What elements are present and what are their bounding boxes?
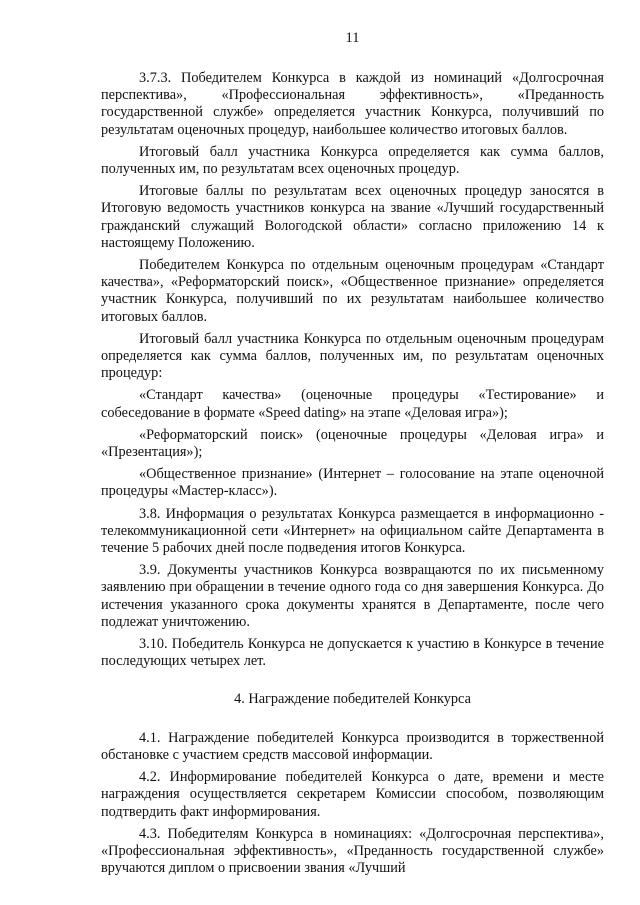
paragraph-procedure-score: Итоговый балл участника Конкурса по отдельным оценочным процедурам определяется как сумма баллов, полученных им, по результатам оценочных процедур:	[101, 330, 604, 382]
paragraph-4-3: 4.3. Победителям Конкурса в номинациях: «Долгосрочная перспектива», «Профессиональная эффективность», «Преданность государственной службе» вручаются диплом о присвоении звания «Лучший	[101, 825, 604, 877]
paragraph-final-scores: Итоговые баллы по результатам всех оценочных процедур заносятся в Итоговую ведомость участников конкурса на звание «Лучший государственный гражданский служащий Вологодской области» согласно приложению 14 к настоящему Положению.	[101, 183, 604, 251]
paragraph-3-8: 3.8. Информация о результатах Конкурса размещается в информационно - телекоммуникационной сети «Интернет» на официальном сайте Департамента в течение 5 рабочих дней после подведения итогов Конкурса.	[101, 505, 604, 557]
paragraph-3-10: 3.10. Победитель Конкурса не допускается к участию в Конкурсе в течение последующих четырех лет.	[101, 636, 604, 670]
list-item-public-recognition: «Общественное признание» (Интернет – голосование на этапе оценочной процедуры «Мастер-класс»).	[101, 466, 604, 500]
paragraph-4-2: 4.2. Информирование победителей Конкурса о дате, времени и месте награждения осуществляется секретарем Комиссии способом, позволяющим подтвердить факт информирования.	[101, 769, 604, 820]
page-number: 11	[345, 30, 360, 46]
section-title: 4. Награждение победителей Конкурса	[234, 690, 471, 707]
paragraph-total-score: Итоговый балл участника Конкурса определяется как сумма баллов, полученных им, по результатам всех оценочных процедур.	[101, 143, 604, 178]
list-item-quality-standard: «Стандарт качества» (оценочные процедуры «Тестирование» и собеседование в формате «Speed dating» на этапе «Деловая игра»);	[101, 387, 604, 421]
paragraph-winner-procedures: Победителем Конкурса по отдельным оценочным процедурам «Стандарт качества», «Реформаторский поиск», «Общественное признание» определяется участник Конкурса, получивший по их результатам наибольшее количество итоговых баллов.	[101, 257, 604, 325]
paragraph-4-1: 4.1. Награждение победителей Конкурса производится в торжественной обстановке с участием средств массовой информации.	[101, 729, 604, 763]
paragraph-3-9: 3.9. Документы участников Конкурса возвращаются по их письменному заявлению при обращении в течение одного года со дня завершения Конкурса. До истечения указанного срока документы хранятся в Департаменте, после чего подлежат уничтожению.	[101, 562, 604, 630]
paragraph-3-7-3: 3.7.3. Победителем Конкурса в каждой из номинаций «Долгосрочная перспектива», «Профессиональная эффективность», «Преданность государственной службе» определяется участник Конкурса, получивший по результатам оценочных процедур, наибольшее количество итоговых баллов.	[101, 70, 604, 138]
list-item-reform-search: «Реформаторский поиск» (оценочные процедуры «Деловая игра» и «Презентация»);	[101, 426, 604, 461]
